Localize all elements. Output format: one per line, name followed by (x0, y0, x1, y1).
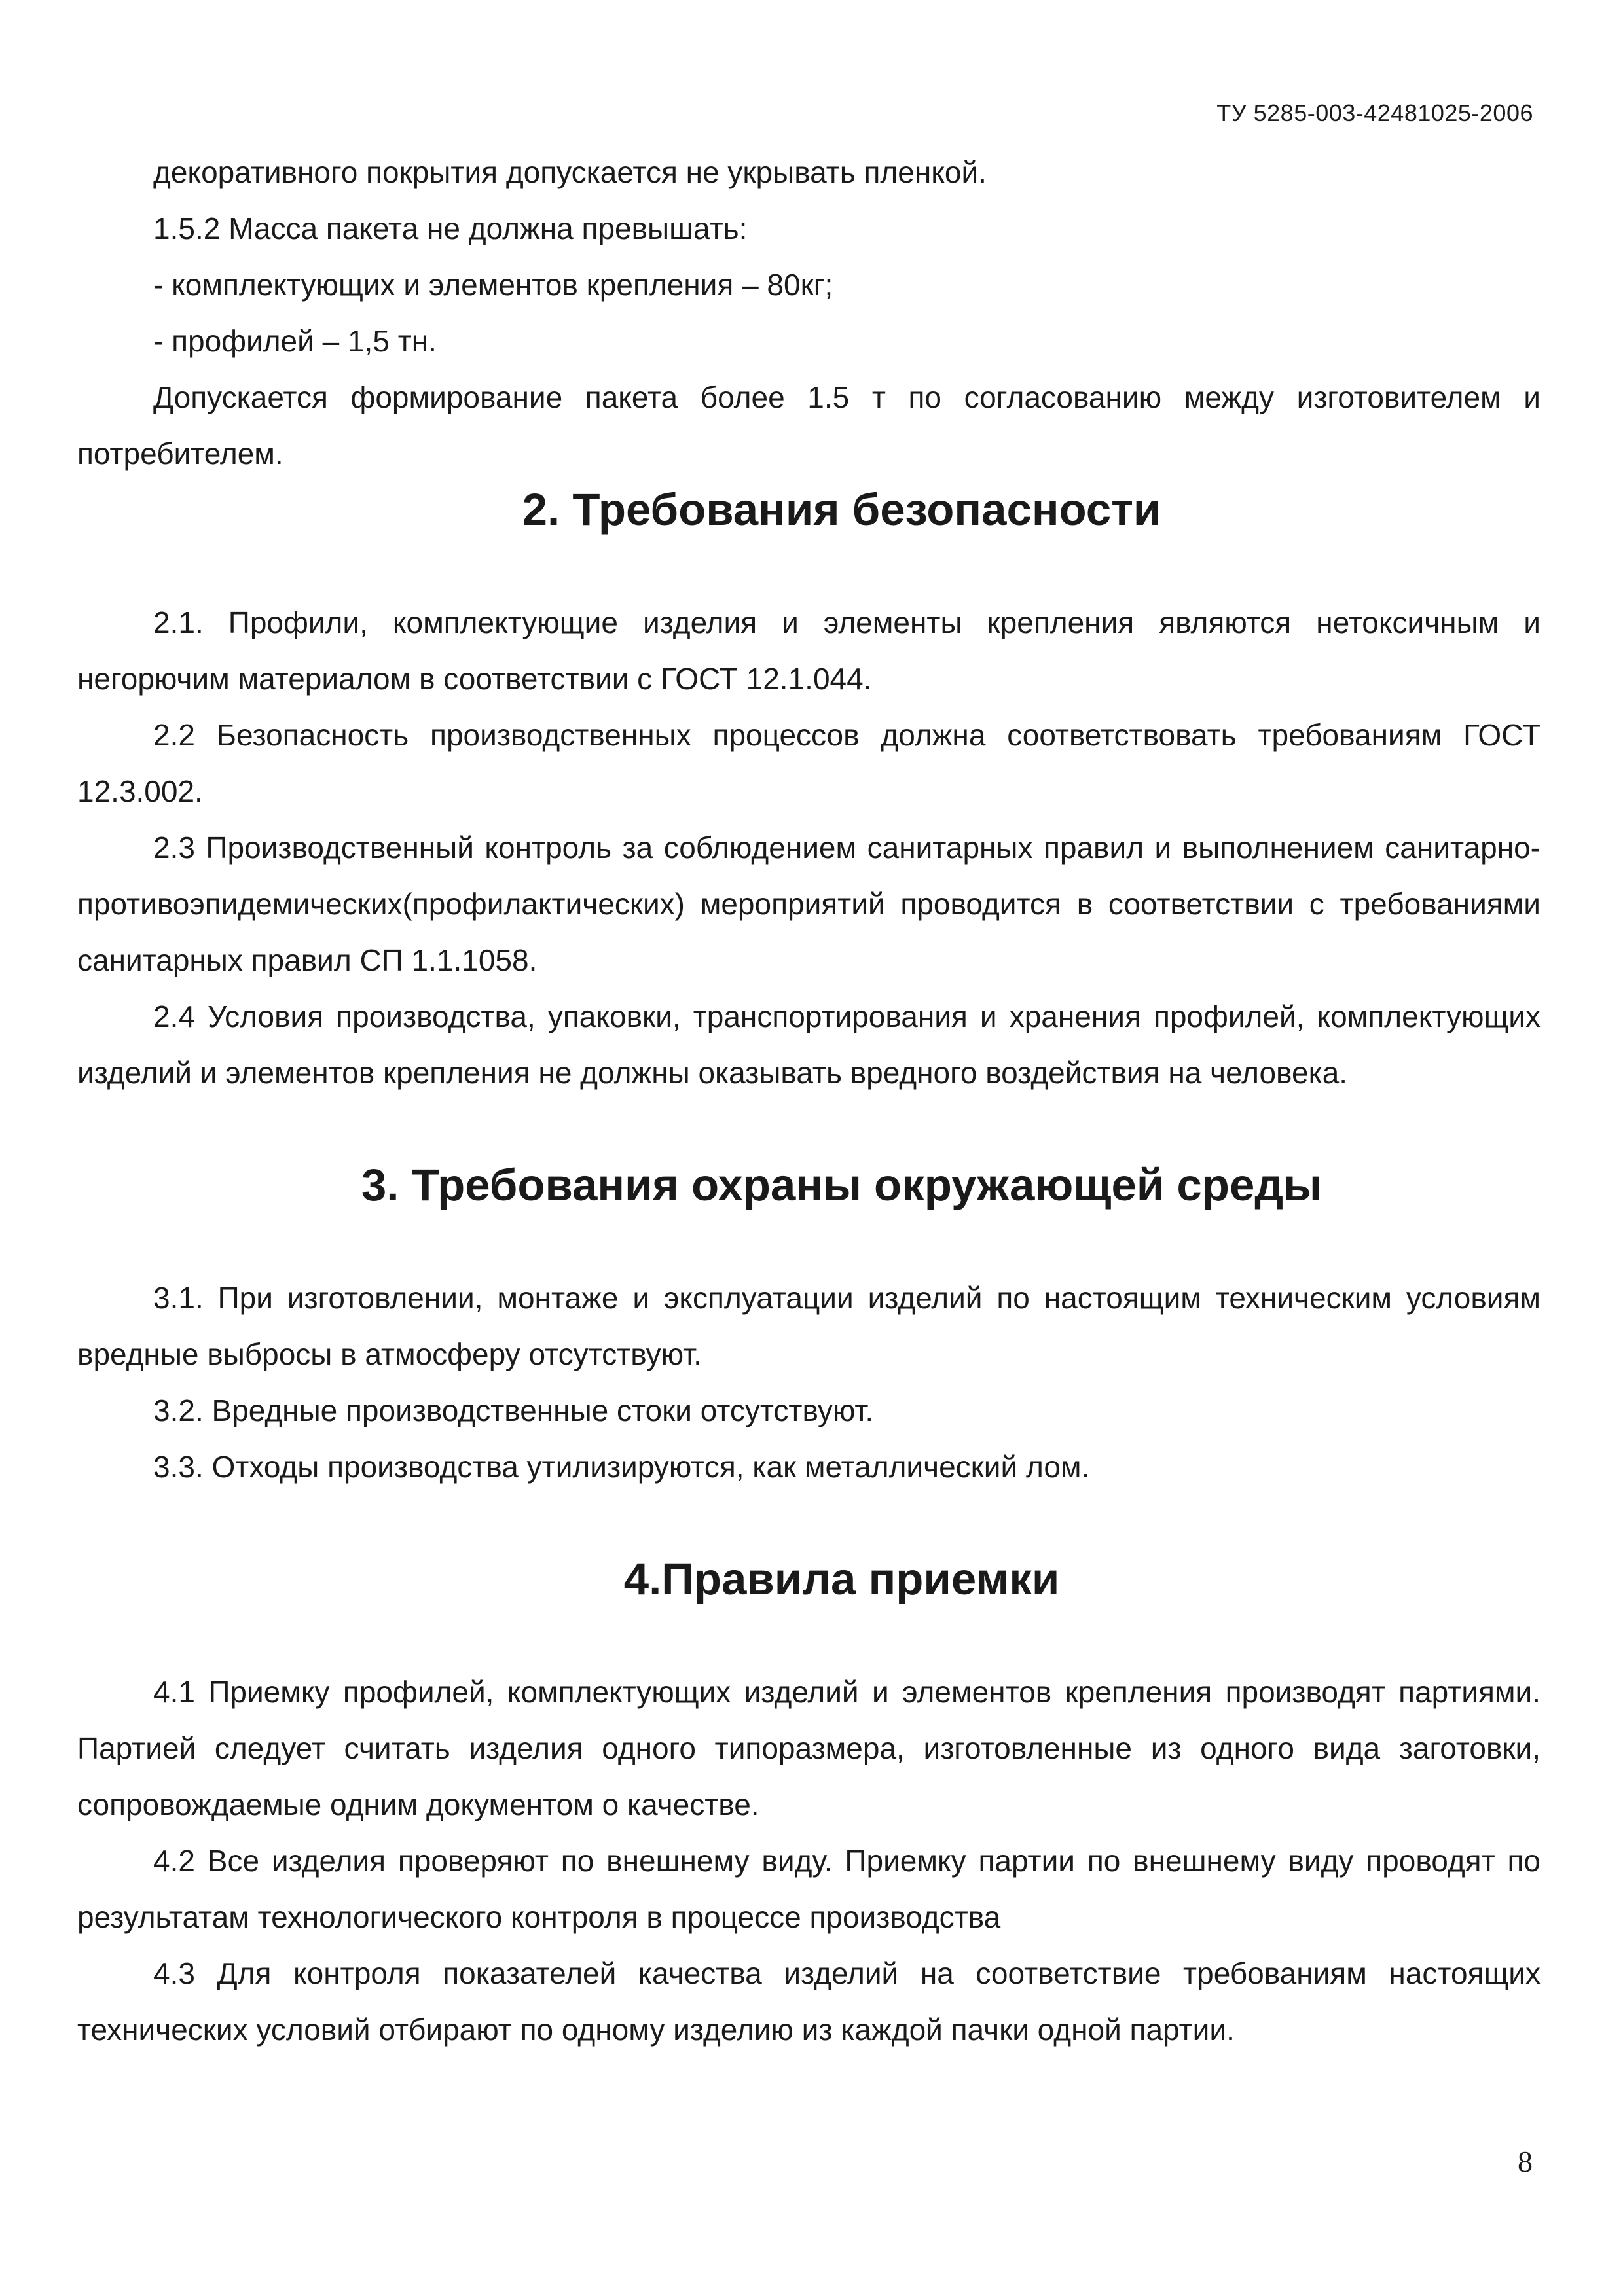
list-item-components-mass: - комплектующих и элементов крепления – 80кг; (153, 268, 833, 302)
paragraph-continuation: декоративного покрытия допускается не укрывать пленкой. (153, 155, 987, 189)
document-body (77, 144, 1541, 2058)
spacer (77, 538, 1541, 594)
paragraph-1-5-2: 1.5.2 Масса пакета не должна превышать: (153, 211, 748, 245)
section-4-heading: 4.Правила приемки (623, 1554, 1060, 1604)
paragraph-pack-forming: Допускается формирование пакета более 1.5 т по согласованию между изготовителем и потребителем. (77, 380, 1541, 471)
paragraph-2-1: 2.1. Профили, комплектующие изделия и элементы крепления являются нетоксичным и негорючим материалом в соответствии с ГОСТ 12.1.044. (77, 605, 1541, 696)
paragraph-2-3: 2.3 Производственный контроль за соблюдением санитарных правил и выполнением санитарно-противоэпидемических(профилактических) мероприятий проводится в соответствии с требованиями санитарных правил СП 1.1.1058. (77, 831, 1541, 977)
section-3-heading: 3. Требования охраны окружающей среды (361, 1160, 1322, 1210)
section-2-heading: 2. Требования безопасности (522, 484, 1161, 535)
paragraph-2-2: 2.2 Безопасность производственных процессов должна соответствовать требованиям ГОСТ 12.3.002. (77, 718, 1541, 808)
paragraph-2-4: 2.4 Условия производства, упаковки, транспортирования и хранения профилей, комплектующих изделий и элементов крепления не должны оказывать вредного воздействия на человека. (77, 999, 1541, 1090)
paragraph-4-3: 4.3 Для контроля показателей качества изделий на соответствие требованиям настоящих технических условий отбирают по одному изделию из каждой пачки одной партии. (77, 1956, 1541, 2047)
paragraph-3-1: 3.1. При изготовлении, монтаже и эксплуатации изделий по настоящим техническим условиям вредные выбросы в атмосферу отсутствуют. (77, 1281, 1541, 1371)
spacer (77, 1495, 1541, 1551)
list-item-profiles-mass: - профилей – 1,5 тн. (153, 324, 437, 358)
spacer (77, 1607, 1541, 1664)
page-number: 8 (1518, 2145, 1533, 2178)
spacer (77, 1213, 1541, 1270)
paragraph-3-2: 3.2. Вредные производственные стоки отсутствуют. (153, 1393, 874, 1427)
paragraph-4-2: 4.2 Все изделия проверяют по внешнему виду. Приемку партии по внешнему виду проводят по результатам технологического контроля в процессе производства (77, 1844, 1541, 1934)
spacer (77, 1101, 1541, 1157)
paragraph-3-3: 3.3. Отходы производства утилизируются, как металлический лом. (153, 1450, 1090, 1484)
paragraph-4-1: 4.1 Приемку профилей, комплектующих изделий и элементов крепления производят партиями. Партией следует считать изделия одного типоразмера, изготовленные из одного вида заготовки, сопровождаемые одним документом о качестве. (77, 1675, 1541, 1821)
document-code-header: ТУ 5285-003-42481025-2006 (1216, 99, 1533, 126)
